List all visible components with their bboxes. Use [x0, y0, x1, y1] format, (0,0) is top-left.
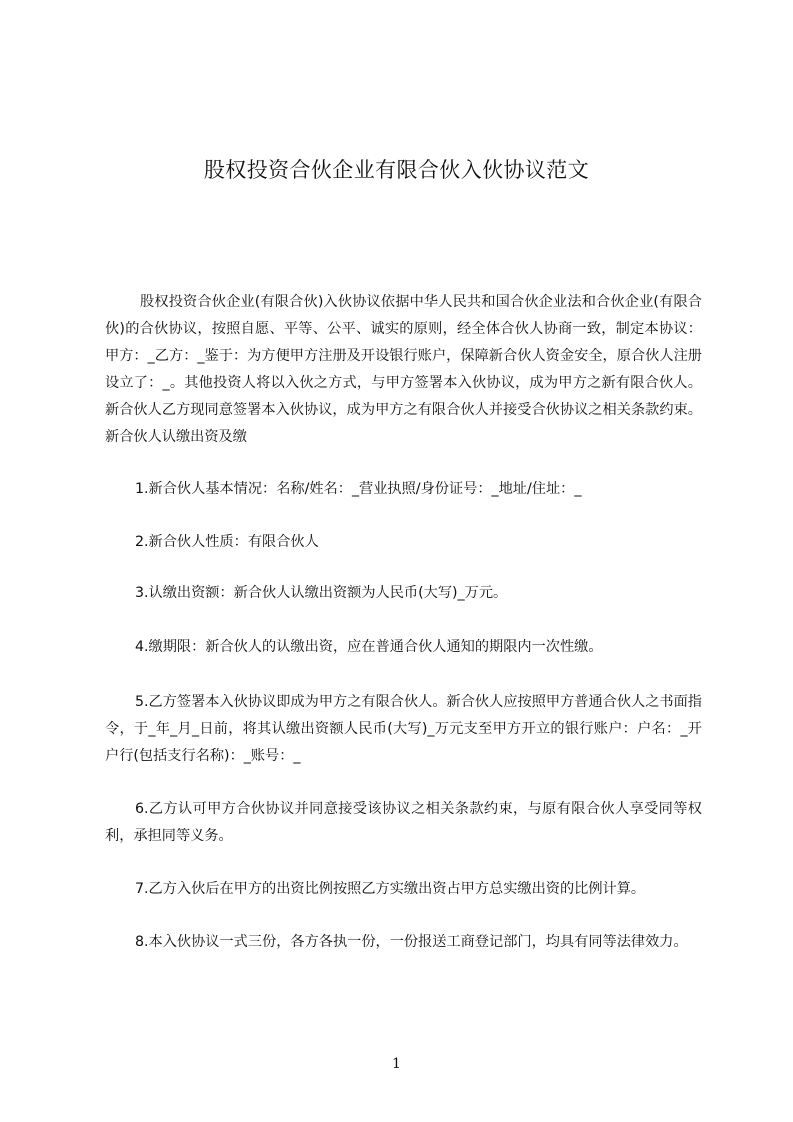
clause-7: 7.乙方入伙后在甲方的出资比例按照乙方实缴出资占甲方总实缴出资的比例计算。 — [135, 881, 646, 897]
clause-1: 1.新合伙人基本情况：名称/姓名：_营业执照/身份证号：_地址/住址：_ — [135, 481, 582, 497]
clause-4: 4.缴期限：新合伙人的认缴出资，应在普通合伙人通知的期限内一次性缴。 — [135, 639, 603, 655]
document-title: 股权投资合伙企业有限合伙入伙协议范文 — [203, 158, 590, 183]
clause-5: 5.乙方签署本入伙协议即成为甲方之有限合伙人。新合伙人应按照甲方普通合伙人之书面指令，于_年_月_日前，将其认缴出资额人民币(大写)_万元支至甲方开立的银行账户：户名：_开户行(包括支行名称)：_账号：_ — [105, 694, 702, 764]
clause-8: 8.本入伙协议一式三份，各方各执一份，一份报送工商登记部门，均具有同等法律效力。 — [135, 934, 688, 950]
clause-3: 3.认缴出资额：新合伙人认缴出资额为人民币(大写)_万元。 — [135, 585, 508, 601]
clause-6: 6.乙方认可甲方合伙协议并同意接受该协议之相关条款约束，与原有限合伙人享受同等权利，承担同等义务。 — [105, 801, 702, 844]
clause-2: 2.新合伙人性质：有限合伙人 — [135, 534, 319, 550]
intro-paragraph: 股权投资合伙企业(有限合伙)入伙协议依据中华人民共和国合伙企业法和合伙企业(有限合伙)的合伙协议，按照自愿、平等、公平、诚实的原则，经全体合伙人协商一致，制定本协议：甲方：_乙方：_鉴于：为方便甲方注册及开设银行账户，保障新合伙人资金安全，原合伙人注册设立了：_。其他投资人将以入伙之方式，与甲方签署本入伙协议，成为甲方之新有限合伙人。新合伙人乙方现同意签署本入伙协议，成为甲方之有限合伙人并接受合伙协议之相关条款约束。新合伙人认缴出资及缴 — [105, 294, 702, 445]
page-number: 1 — [392, 1056, 401, 1072]
